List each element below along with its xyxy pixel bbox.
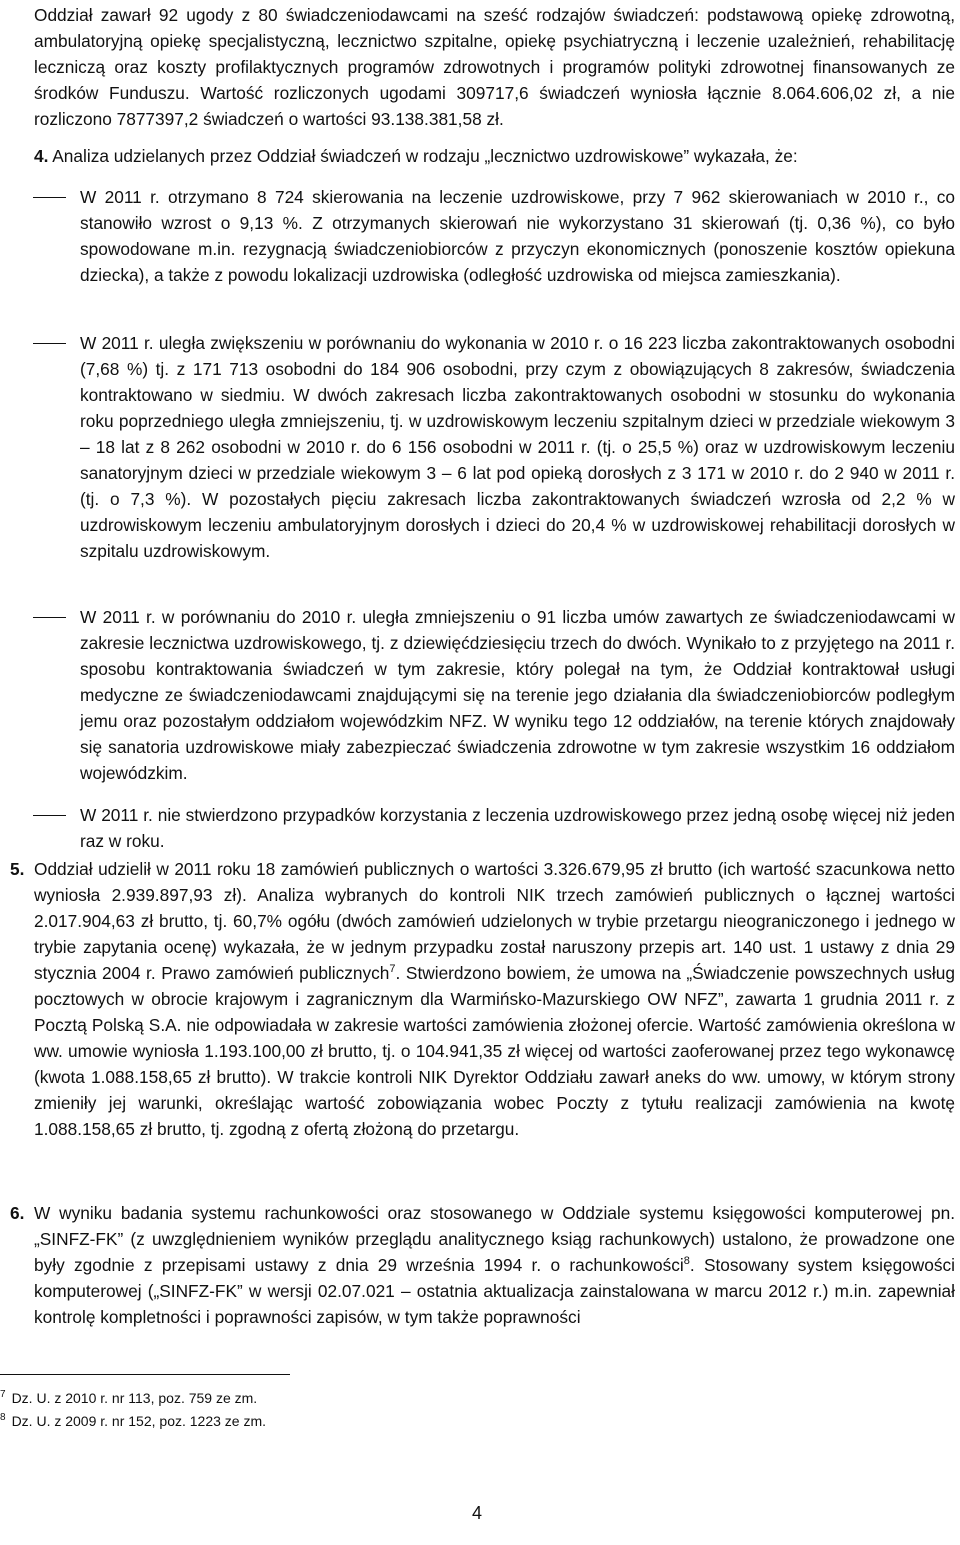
section-6-text-after: . Stosowany system księgowości komputerowej („SINFZ-FK” w wersji 02.07.021 – ostatnia aktualizacja zainstalowana w marcu 2012 r.) m.in. zapewniał kontrolę kompletności i poprawności zapisów, w tym także poprawności — [34, 1255, 955, 1327]
section-5 — [0, 856, 960, 1142]
dash-bullet-icon — [33, 617, 66, 618]
page-number: 4 — [472, 1503, 483, 1523]
bullet-text: W 2011 r. uległa zwiększeniu w porównaniu do wykonania w 2010 r. o 16 223 liczba zakontraktowanych osobodni (7,68 %) tj. z 171 713 osobodni do 184 906 osobodni, przy czym z obowiązujących 8 zakresów, świadczenia kontraktowano w siedmiu. W dwóch zakresach liczba zakontraktowanych osobodni w stosunku do wykonania roku poprzedniego uległa zmniejszeniu, tj. w uzdrowiskowym leczeniu szpitalnym dzieci w przedziale wiekowym 3 – 18 lat z 8 262 osobodni w 2010 r. do 6 156 osobodni w 2011 r. (tj. o 25,5 %) oraz w uzdrowiskowym leczeniu sanatoryjnym dzieci w przedziale wiekowym 3 – 6 lat pod opieką dorosłych z 3 171 w 2010 r. do 2 940 w 2011 r. (tj. o 7,3 %). W pozostałych pięciu zakresach liczba zakontraktowanych świadczeń wzrosła od 2,2 % w uzdrowiskowym leczeniu ambulatoryjnym dorosłych i dzieci do 20,4 % w uzdrowiskowej rehabilitacji dorosłych w szpitalu uzdrowiskowym. — [80, 333, 955, 561]
bullet-item — [0, 184, 960, 288]
dash-bullet-icon — [33, 815, 66, 816]
footnote-text: Dz. U. z 2010 r. nr 113, poz. 759 ze zm. — [11, 1390, 258, 1406]
footnote-7 — [0, 1388, 257, 1408]
bullet-text: W 2011 r. otrzymano 8 724 skierowania na leczenie uzdrowiskowe, przy 7 962 skierowaniach w 2010 r., co stanowiło wzrost o 9,13 %. Z otrzymanych skierowań nie wykorzystano 31 skierowań (tj. 0,36 %), co było spowodowane m.in. rezygnacją świadczeniobiorców z przyczyn ekonomicznych (ponoszenie kosztów opiekuna dziecka), a także z powodu lokalizacji uzdrowiska (odległość uzdrowiska od miejsca zamieszkania). — [80, 187, 955, 285]
footnote-8 — [0, 1411, 266, 1431]
footnote-text: Dz. U. z 2009 r. nr 152, poz. 1223 ze zm. — [11, 1413, 267, 1429]
section-5-text-after: . Stwierdzono bowiem, że umowa na „Świadczenie powszechnych usług pocztowych w obrocie krajowym i zagranicznym dla Warmińsko-Mazurskiego OW NFZ”, zawarta 1 grudnia 2011 r. z Pocztą Polską S.A. nie odpowiadała w zakresie wartości zamówienia złożonej ofercie. Wartość zamówienia określona w ww. umowie wyniosła 1.193.100,00 zł brutto, tj. o 104.941,35 zł więcej od wartości zaoferowanej przez tego wykonawcę (kwota 1.088.158,65 zł brutto). W trakcie kontroli NIK Dyrektor Oddziału zawarł aneks do ww. umowy, w którym strony zmieniły jej warunki, określając wartość zobowiązania wobec Poczty z tytułu realizacji zamówienia na kwotę 1.088.158,65 zł brutto, tj. zgodną z ofertą złożoną do przetargu. — [34, 963, 955, 1139]
bullet-item — [0, 802, 960, 854]
section-5-number: 5. — [10, 859, 25, 879]
intro-paragraph: Oddział zawarł 92 ugody z 80 świadczeniodawcami na sześć rodzajów świadczeń: podstawową opiekę zdrowotną, ambulatoryjną opiekę specjalistyczną, lecznictwo szpitalne, opiekę psychiatryczną i leczenie uzależnień, rehabilitację leczniczą oraz koszty profilaktycznych programów zdrowotnych i programów polityki zdrowotnej finansowanych ze środków Funduszu. Wartość rozliczonych ugodami 309717,6 świadczeń wyniosła łącznie 8.064.606,02 zł, a nie rozliczono 7877397,2 świadczeń o wartości 93.138.381,58 zł. — [34, 5, 955, 129]
bullet-text: W 2011 r. nie stwierdzono przypadków korzystania z leczenia uzdrowiskowego przez jedną osobę więcej niż jeden raz w roku. — [80, 805, 955, 851]
section-5-text — [34, 856, 955, 1142]
footnote-number: 7 — [0, 1389, 6, 1401]
dash-bullet-icon — [33, 197, 66, 198]
bullet-text: W 2011 r. w porównaniu do 2010 r. uległa zmniejszeniu o 91 liczba umów zawartych ze świadczeniodawcami w zakresie lecznictwa uzdrowiskowego, tj. z dziewięćdziesięciu trzech do dwóch. Wynikało to z przyjętego na 2011 r. sposobu kontraktowania świadczeń w tym zakresie, który polegał na tym, że Oddział kontraktował usługi medyczne ze świadczeniodawcami znajdującymi się na terenie jego działania dla świadczeniobiorców podległym jemu oraz pozostałym oddziałom wojewódzkim NFZ. W wyniku tego 12 oddziałów, na terenie których znajdowały się sanatoria uzdrowiskowe miały zabezpieczać świadczenia zdrowotne w tym zakresie wszystkim 16 oddziałom wojewódzkim. — [80, 607, 955, 783]
section-6-text — [34, 1200, 955, 1330]
footnote-divider — [0, 1374, 290, 1375]
footnote-ref-7[interactable]: 7 — [389, 963, 396, 976]
section-6 — [0, 1200, 960, 1330]
footnote-number: 8 — [0, 1412, 6, 1424]
footnote-ref-8[interactable]: 8 — [683, 1255, 690, 1268]
section-5-text-before: Oddział udzielił w 2011 roku 18 zamówień publicznych o wartości 3.326.679,95 zł brutto (ich wartość szacunkowa netto wyniosła 2.939.897,93 zł). Analiza wybranych do kontroli NIK trzech zamówień publicznych o łącznej wartości 2.017.904,63 zł brutto, tj. 60,7% ogółu (dwóch zamówień udzielonych w trybie przetargu nieograniczonego i jednego w trybie zapytania ocenę) wykazała, że w jednym przypadku został naruszony przepis art. 140 ust. 1 ustawy z dnia 29 stycznia 2004 r. Prawo zamówień publicznych — [34, 859, 955, 983]
section-6-text-before: W wyniku badania systemu rachunkowości oraz stosowanego w Oddziale systemu księgowości komputerowej pn. „SINFZ-FK” (z uwzględnieniem wyników przeglądu analitycznego ksiąg rachunkowych) ustalono, że prowadzone one były zgodnie z przepisami ustawy z dnia 29 września 1994 r. o rachunkowości — [34, 1203, 955, 1275]
section-6-number: 6. — [10, 1203, 25, 1223]
bullet-item — [0, 604, 960, 786]
section-4-heading — [34, 143, 955, 169]
section-4-number: 4. — [34, 146, 49, 166]
section-4-text: Analiza udzielanych przez Oddział świadczeń w rodzaju „lecznictwo uzdrowiskowe” wykazała, że: — [52, 146, 798, 166]
bullet-item — [0, 330, 960, 564]
dash-bullet-icon — [33, 343, 66, 344]
